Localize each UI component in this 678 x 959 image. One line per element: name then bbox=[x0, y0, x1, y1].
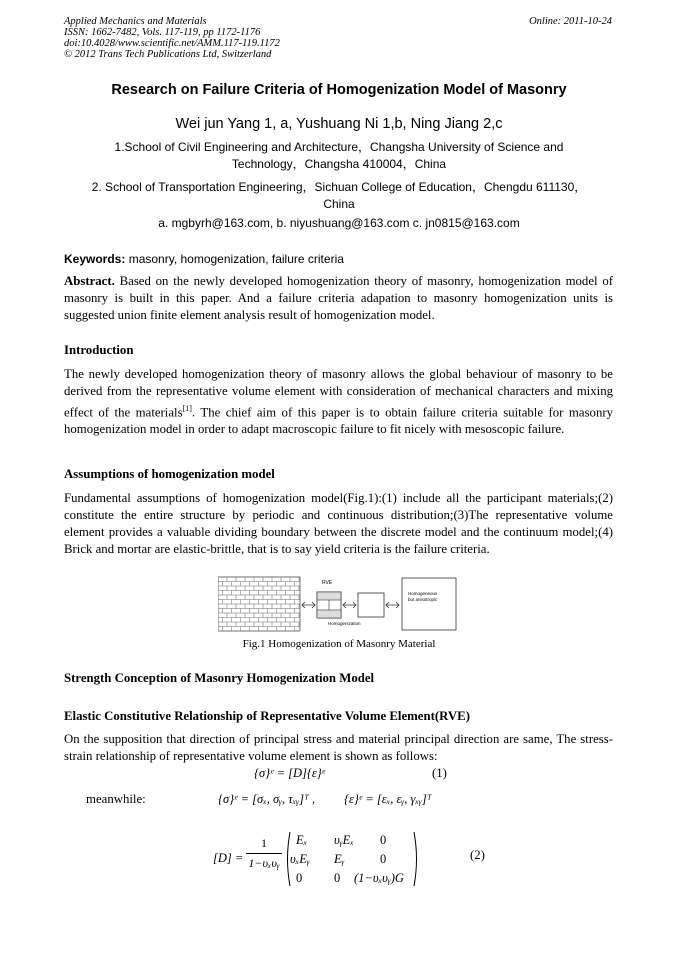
online-date: Online: 2011-10-24 bbox=[529, 16, 612, 27]
meanwhile-label: meanwhile: bbox=[86, 792, 146, 806]
affiliation-2 bbox=[80, 179, 598, 213]
copyright: © 2012 Trans Tech Publications Ltd, Switzerland bbox=[64, 49, 272, 60]
citation-ref[interactable]: [1] bbox=[182, 404, 192, 413]
matrix-m11: Eₓ bbox=[296, 833, 308, 847]
intro-text-a: The newly developed homogenization theory of masonry allows the global behaviour of masonry to be derived from the representative volume element with consideration of mechanical characters and mixing effect of the materials bbox=[64, 367, 613, 420]
equation-2-number: (2) bbox=[470, 848, 485, 862]
doi: doi:10.4028/www.scientific.net/AMM.117-119.1172 bbox=[64, 38, 280, 49]
paper-title: Research on Failure Criteria of Homogenization Model of Masonry bbox=[111, 82, 567, 98]
matrix-m32: 0 bbox=[334, 871, 341, 885]
keywords-text: masonry, homogenization, failure criteria bbox=[125, 252, 344, 266]
matrix-m31: 0 bbox=[296, 871, 303, 885]
homogenization-label: Homogenization bbox=[328, 621, 361, 626]
keywords bbox=[64, 252, 344, 266]
matrix-m33: (1−υₓυᵧ)G bbox=[354, 871, 404, 885]
affiliation-1-line-2: Technology，Changsha 410004，China bbox=[231, 157, 447, 171]
masonry-wall-image bbox=[218, 577, 300, 631]
rve-label: RVE bbox=[322, 580, 333, 586]
fraction-numerator: 1 bbox=[261, 836, 267, 850]
abstract bbox=[64, 273, 613, 324]
journal-name: Applied Mechanics and Materials bbox=[64, 16, 207, 27]
elastic-paragraph: On the supposition that direction of principal stress and material principal direction are same, The stress-strain relationship of representative volume element is shown as follows: bbox=[64, 732, 613, 763]
homogeneous-label: Homogeneous bbox=[408, 591, 438, 596]
abstract-text: Based on the newly developed homogenization theory of masonry, homogenization model of masonry is built in this paper. And a failure criteria adapation to masonry homogenization units is suggested union finite element analysis result of homogenization model. bbox=[64, 274, 613, 322]
affiliation-2-line-2: China bbox=[323, 197, 355, 211]
authors: Wei jun Yang 1, a, Yushuang Ni 1,b, Ning Jiang 2,c bbox=[175, 116, 503, 132]
affiliation-1-line-1: 1.School of Civil Engineering and Architecture，Changsha University of Science and bbox=[114, 140, 564, 154]
matrix-m23: 0 bbox=[380, 852, 387, 866]
strength-heading: Strength Conception of Masonry Homogenization Model bbox=[64, 671, 375, 685]
d-matrix-lhs: [D] = bbox=[213, 851, 244, 865]
anisotropic-label: but anisotropic bbox=[408, 597, 438, 602]
matrix-m13: 0 bbox=[380, 833, 387, 847]
affiliation-1 bbox=[100, 139, 578, 173]
homogenized-element bbox=[358, 593, 384, 617]
homogeneous-box bbox=[402, 578, 456, 630]
affiliation-2-line-1: 2. School of Transportation Engineering，Sichuan College of Education，Chengdu 611130， bbox=[91, 180, 587, 194]
intro-text-b: . The chief aim of this paper is to obtain failure criteria suitable for masonry homogenization model in order to adapt macroscopic failure to fit nicely with mesoscopic failure. bbox=[64, 405, 614, 437]
issn: ISSN: 1662-7482, Vols. 117-119, pp 1172-1176 bbox=[64, 27, 261, 38]
figure-homogenization bbox=[218, 575, 458, 635]
abstract-label: Abstract. bbox=[64, 274, 115, 288]
matrix-m22: Eᵧ bbox=[334, 852, 345, 866]
journal-header bbox=[64, 16, 280, 60]
matrix-m12: υᵧEₓ bbox=[334, 833, 354, 847]
arrow-left bbox=[302, 602, 315, 608]
author-emails: a. mgbyrh@163.com, b. niyushuang@163.com c. jn0815@163.com bbox=[158, 216, 520, 230]
equation-sigma: {σ}ᵉ = [σₓ, σᵧ, τₓᵧ]ᵀ , bbox=[218, 792, 316, 806]
figure-caption: Fig.1 Homogenization of Masonry Material bbox=[242, 638, 436, 650]
arrow-right bbox=[386, 602, 399, 608]
fraction-bar bbox=[246, 853, 282, 854]
intro-paragraph bbox=[64, 366, 613, 438]
equation-epsilon: {ε}ᵉ = [εₓ, εᵧ, γₓᵧ]ᵀ bbox=[344, 792, 432, 806]
arrow-middle bbox=[343, 602, 356, 608]
d-matrix-fraction bbox=[246, 836, 282, 871]
keywords-label: Keywords: bbox=[64, 252, 126, 266]
matrix-m21: υₓEᵧ bbox=[290, 852, 310, 866]
assumptions-heading: Assumptions of homogenization model bbox=[64, 467, 275, 481]
equation-1: {σ}ᵉ = [D]{ε}ᵉ bbox=[254, 766, 326, 780]
elastic-heading: Elastic Constitutive Relationship of Representative Volume Element(RVE) bbox=[64, 709, 470, 723]
fraction-denominator: 1−υₓυᵧ bbox=[248, 856, 280, 870]
intro-heading: Introduction bbox=[64, 343, 134, 357]
equation-1-number: (1) bbox=[432, 766, 447, 780]
rve-image bbox=[317, 592, 341, 618]
assumptions-paragraph: Fundamental assumptions of homogenization model(Fig.1):(1) include all the participant materials;(2) constitute the entire structure by periodic and continuous distribution;(3)The representative volume element provides a valuable dividing boundary between the discrete model and the continuum model;(4) Brick and mortar are elastic-brittle, that is to say yield criteria is the failure criteria. bbox=[64, 491, 613, 556]
